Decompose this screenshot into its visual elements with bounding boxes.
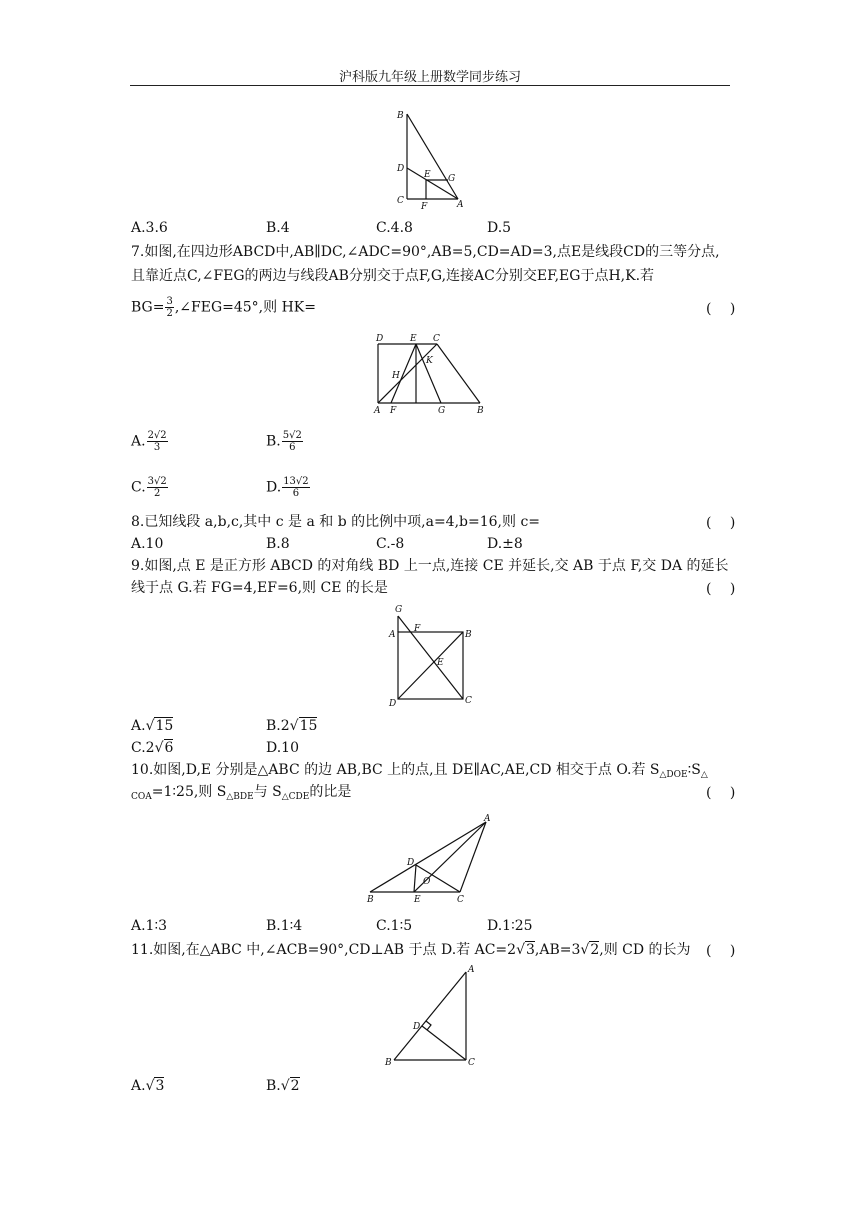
q8-option-c[interactable]: C.-8 — [376, 536, 405, 552]
q7-opt-b-num: 5√2 — [282, 430, 302, 441]
q11-opt-a-prefix: A. — [131, 1078, 146, 1094]
q9-opt-a-radicand: 15 — [155, 718, 174, 734]
q7-label-f: F — [390, 406, 397, 416]
q7-opt-d-num: 13√2 — [283, 476, 309, 487]
q7-frac-num: 3 — [166, 296, 173, 307]
q7-stem-line2: 且靠近点C,∠FEG的两边与线段AB分别交于点F,G,连接AC分别交EF,EG于点H,K.若 — [131, 268, 655, 284]
q11-label-b: B — [385, 1058, 392, 1068]
q11-line1-pre: 11.如图,在△ABC 中,∠ACB=90°,CD⊥AB 于点 D.若 AC=2 — [131, 942, 517, 958]
q7-option-c[interactable] — [131, 476, 169, 499]
q11-opt-b-prefix: B. — [266, 1078, 281, 1094]
q9-opt-c-radicand: 6 — [164, 740, 174, 756]
q9-label-e: E — [437, 658, 444, 668]
q9-opt-c-prefix: C. — [131, 740, 146, 756]
q11-rad2: 2 — [590, 942, 600, 958]
q7-line3-pre: BG= — [131, 299, 165, 316]
q7-line3-post: ,∠FEG=45°,则 HK= — [174, 299, 316, 316]
q9-label-f: F — [414, 624, 421, 634]
q7-figure — [368, 330, 498, 416]
q11-answer-paren[interactable]: ( ) — [706, 943, 736, 959]
q11-option-a[interactable]: A.√3 — [131, 1078, 165, 1094]
q7-answer-paren[interactable]: ( ) — [706, 301, 736, 317]
q9-label-b: B — [465, 630, 472, 640]
q10-label-a: A — [484, 814, 491, 824]
q10-label-o: O — [423, 877, 431, 887]
q7-opt-b-prefix: B. — [266, 433, 281, 450]
q8-option-d[interactable]: D.±8 — [487, 536, 523, 552]
q11-stem-line1: 11.如图,在△ABC 中,∠ACB=90°,CD⊥AB 于点 D.若 AC=2√3,AB=3√2,则 CD 的长为 — [131, 942, 691, 958]
q11-rad1: 3 — [526, 942, 535, 958]
q7-opt-d-fraction — [282, 476, 309, 499]
q10-option-c[interactable]: C.1∶5 — [376, 918, 413, 934]
q8-option-a[interactable]: A.10 — [131, 536, 164, 552]
q11-label-d: D — [413, 1022, 421, 1032]
q7-label-g: G — [438, 406, 446, 416]
q7-stem-line1: 7.如图,在四边形ABCD中,AB∥DC,∠ADC=90°,AB=5,CD=AD=3,点E是线段CD的三等分点, — [131, 244, 720, 260]
q7-label-b: B — [477, 406, 484, 416]
q6-option-a[interactable]: A.3.6 — [131, 220, 168, 236]
q9-stem-line1: 9.如图,点 E 是正方形 ABCD 的对角线 BD 上一点,连接 CE 并延长,交 AB 于点 F,交 DA 的延长 — [131, 558, 729, 574]
q10-sub-doe: △DOE — [659, 770, 688, 780]
q7-opt-c-fraction — [147, 476, 168, 499]
q10-label-c: C — [457, 895, 464, 904]
q8-option-b[interactable]: B.8 — [266, 536, 290, 552]
q9-opt-b-coef: 2 — [280, 718, 290, 734]
q7-opt-a-prefix: A. — [131, 433, 146, 450]
q9-option-c[interactable]: C.2√6 — [131, 740, 174, 756]
q10-label-e: E — [414, 895, 421, 904]
q10-label-d: D — [407, 858, 415, 868]
q9-answer-paren[interactable]: ( ) — [706, 581, 736, 597]
q11-figure — [380, 964, 480, 1070]
q9-opt-c-coef: 2 — [145, 740, 155, 756]
q9-opt-b-radicand: 15 — [299, 718, 318, 734]
q7-option-d[interactable] — [266, 476, 311, 499]
q7-option-a[interactable] — [131, 430, 169, 453]
q10-line2-text2: 与 S — [253, 784, 282, 800]
q6-label-a: A — [457, 200, 464, 210]
q6-label-d: D — [397, 164, 405, 174]
q9-label-a: A — [389, 630, 396, 640]
q11-opt-b-radicand: 2 — [290, 1078, 300, 1094]
q10-option-d[interactable]: D.1∶25 — [487, 918, 533, 934]
q9-figure — [386, 600, 478, 710]
q7-label-k: K — [426, 356, 433, 366]
q7-label-h: H — [392, 371, 400, 381]
q9-stem-line2: 线于点 G.若 FG=4,EF=6,则 CE 的长是 — [131, 580, 388, 596]
q6-figure — [390, 106, 470, 212]
q7-opt-c-den: 2 — [154, 488, 161, 499]
q10-line2-text1: =1∶25,则 S — [151, 784, 227, 800]
q7-stem-line3 — [131, 296, 316, 319]
q7-opt-c-num: 3√2 — [147, 476, 167, 487]
q7-label-d: D — [376, 334, 384, 344]
q11-opt-a-radicand: 3 — [155, 1078, 165, 1094]
q7-opt-b-fraction — [282, 430, 303, 453]
q10-sub-cde: △CDE — [281, 792, 310, 802]
q6-option-d[interactable]: D.5 — [487, 220, 512, 236]
q7-opt-b-den: 6 — [289, 442, 296, 453]
q6-label-g: G — [448, 174, 456, 184]
q7-bg-fraction — [165, 296, 173, 319]
q10-sub-bde: △BDE — [226, 792, 254, 802]
header-rule — [130, 85, 730, 86]
q7-opt-c-prefix: C. — [131, 479, 146, 496]
q6-option-b[interactable]: B.4 — [266, 220, 290, 236]
q9-option-b[interactable]: B.2√15 — [266, 718, 318, 734]
q10-figure — [360, 812, 496, 904]
q11-label-c: C — [468, 1058, 475, 1068]
q10-line1-pre: 10.如图,D,E 分别是△ABC 的边 AB,BC 上的点,且 DE∥AC,AE,CD 相交于点 O.若 S — [131, 762, 660, 778]
q7-frac-den: 2 — [166, 308, 173, 319]
q6-label-e: E — [424, 170, 431, 180]
q9-opt-a-prefix: A. — [131, 718, 146, 734]
q11-line1-post: ,则 CD 的长为 — [599, 942, 691, 958]
q9-opt-b-prefix: B. — [266, 718, 281, 734]
page-header-title: 沪科版九年级上册数学同步练习 — [338, 70, 521, 85]
q9-option-a[interactable]: A.√15 — [131, 718, 174, 734]
q10-sub-coa: COA — [131, 792, 152, 802]
q8-stem-line1: 8.已知线段 a,b,c,其中 c 是 a 和 b 的比例中项,a=4,b=16,则 c= — [131, 514, 541, 530]
q7-opt-a-fraction — [147, 430, 168, 453]
q7-opt-d-prefix: D. — [266, 479, 282, 496]
q7-label-e: E — [410, 334, 417, 344]
q10-stem-line2 — [131, 782, 351, 807]
q7-label-c: C — [433, 334, 440, 344]
q7-opt-a-num: 2√2 — [147, 430, 167, 441]
q10-line2-text3: 的比是 — [309, 784, 352, 800]
q10-line1-mid: ∶S — [687, 762, 701, 778]
q7-label-a: A — [374, 406, 381, 416]
q6-label-f: F — [421, 202, 428, 212]
q8-answer-paren[interactable]: ( ) — [706, 515, 736, 531]
q10-sub-tri: △ — [700, 770, 708, 780]
q9-label-g: G — [395, 605, 403, 615]
q10-option-b[interactable]: B.1∶4 — [266, 918, 303, 934]
q7-option-b[interactable] — [266, 430, 304, 453]
q7-opt-a-den: 3 — [153, 442, 161, 453]
q10-label-b: B — [367, 895, 374, 904]
q7-opt-d-den: 6 — [292, 488, 300, 499]
q11-option-b[interactable]: B.√2 — [266, 1078, 300, 1094]
q9-label-c: C — [465, 696, 472, 706]
q6-label-b: B — [397, 111, 404, 121]
q9-label-d: D — [389, 699, 397, 709]
q11-label-a: A — [468, 965, 475, 975]
q6-label-c: C — [397, 196, 404, 206]
q11-line1-mid: ,AB=3 — [534, 942, 581, 958]
q10-answer-paren[interactable]: ( ) — [706, 785, 736, 801]
q6-option-c[interactable]: C.4.8 — [376, 220, 413, 236]
q10-option-a[interactable]: A.1∶3 — [131, 918, 168, 934]
q9-option-d[interactable]: D.10 — [266, 740, 299, 756]
